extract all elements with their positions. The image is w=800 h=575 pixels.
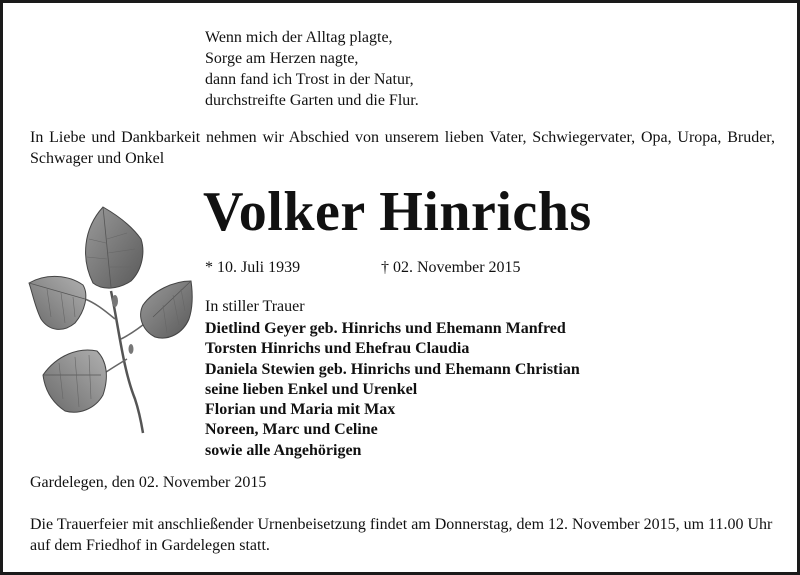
mourner-line: Torsten Hinrichs und Ehefrau Claudia — [205, 340, 470, 358]
mourner-line: Florian und Maria mit Max — [205, 401, 396, 419]
deceased-name: Volker Hinrichs — [203, 181, 592, 243]
mourner-line: sowie alle Angehörigen — [205, 441, 362, 459]
poem-line: Wenn mich der Alltag plagte, — [205, 29, 393, 46]
poem-line: durchstreifte Garten und die Flur. — [205, 92, 419, 109]
birth-date: * 10. Juli 1939 — [205, 259, 301, 276]
poem-line: dann fand ich Trost in der Natur, — [205, 71, 414, 88]
mourning-label: In stiller Trauer — [205, 298, 305, 315]
mourner-line: Noreen, Marc und Celine — [205, 421, 378, 439]
birch-leaves-icon — [23, 199, 203, 439]
poem-line: Sorge am Herzen nagte, — [205, 50, 359, 67]
poem — [205, 27, 419, 111]
mourner-line: seine lieben Enkel und Urenkel — [205, 380, 418, 398]
death-date: † 02. November 2015 — [381, 259, 521, 276]
mourner-line: Daniela Stewien geb. Hinrichs und Ehemann Christian — [205, 360, 580, 378]
mourner-line: Dietlind Geyer geb. Hinrichs und Ehemann Manfred — [205, 320, 566, 337]
place-date: Gardelegen, den 02. November 2015 — [30, 474, 267, 491]
intro-text: In Liebe und Dankbarkeit nehmen wir Abschied von unserem lieben Vater, Schwiegervater, Opa, Uropa, Bruder, Schwager und Onkel — [30, 129, 775, 167]
ceremony-info: Die Trauerfeier mit anschließender Urnenbeisetzung findet am Donnerstag, dem 12. November 2015, um 11.00 Uhr auf dem Friedhof in Gardelegen statt. — [30, 516, 773, 554]
mourners-list — [205, 319, 580, 461]
